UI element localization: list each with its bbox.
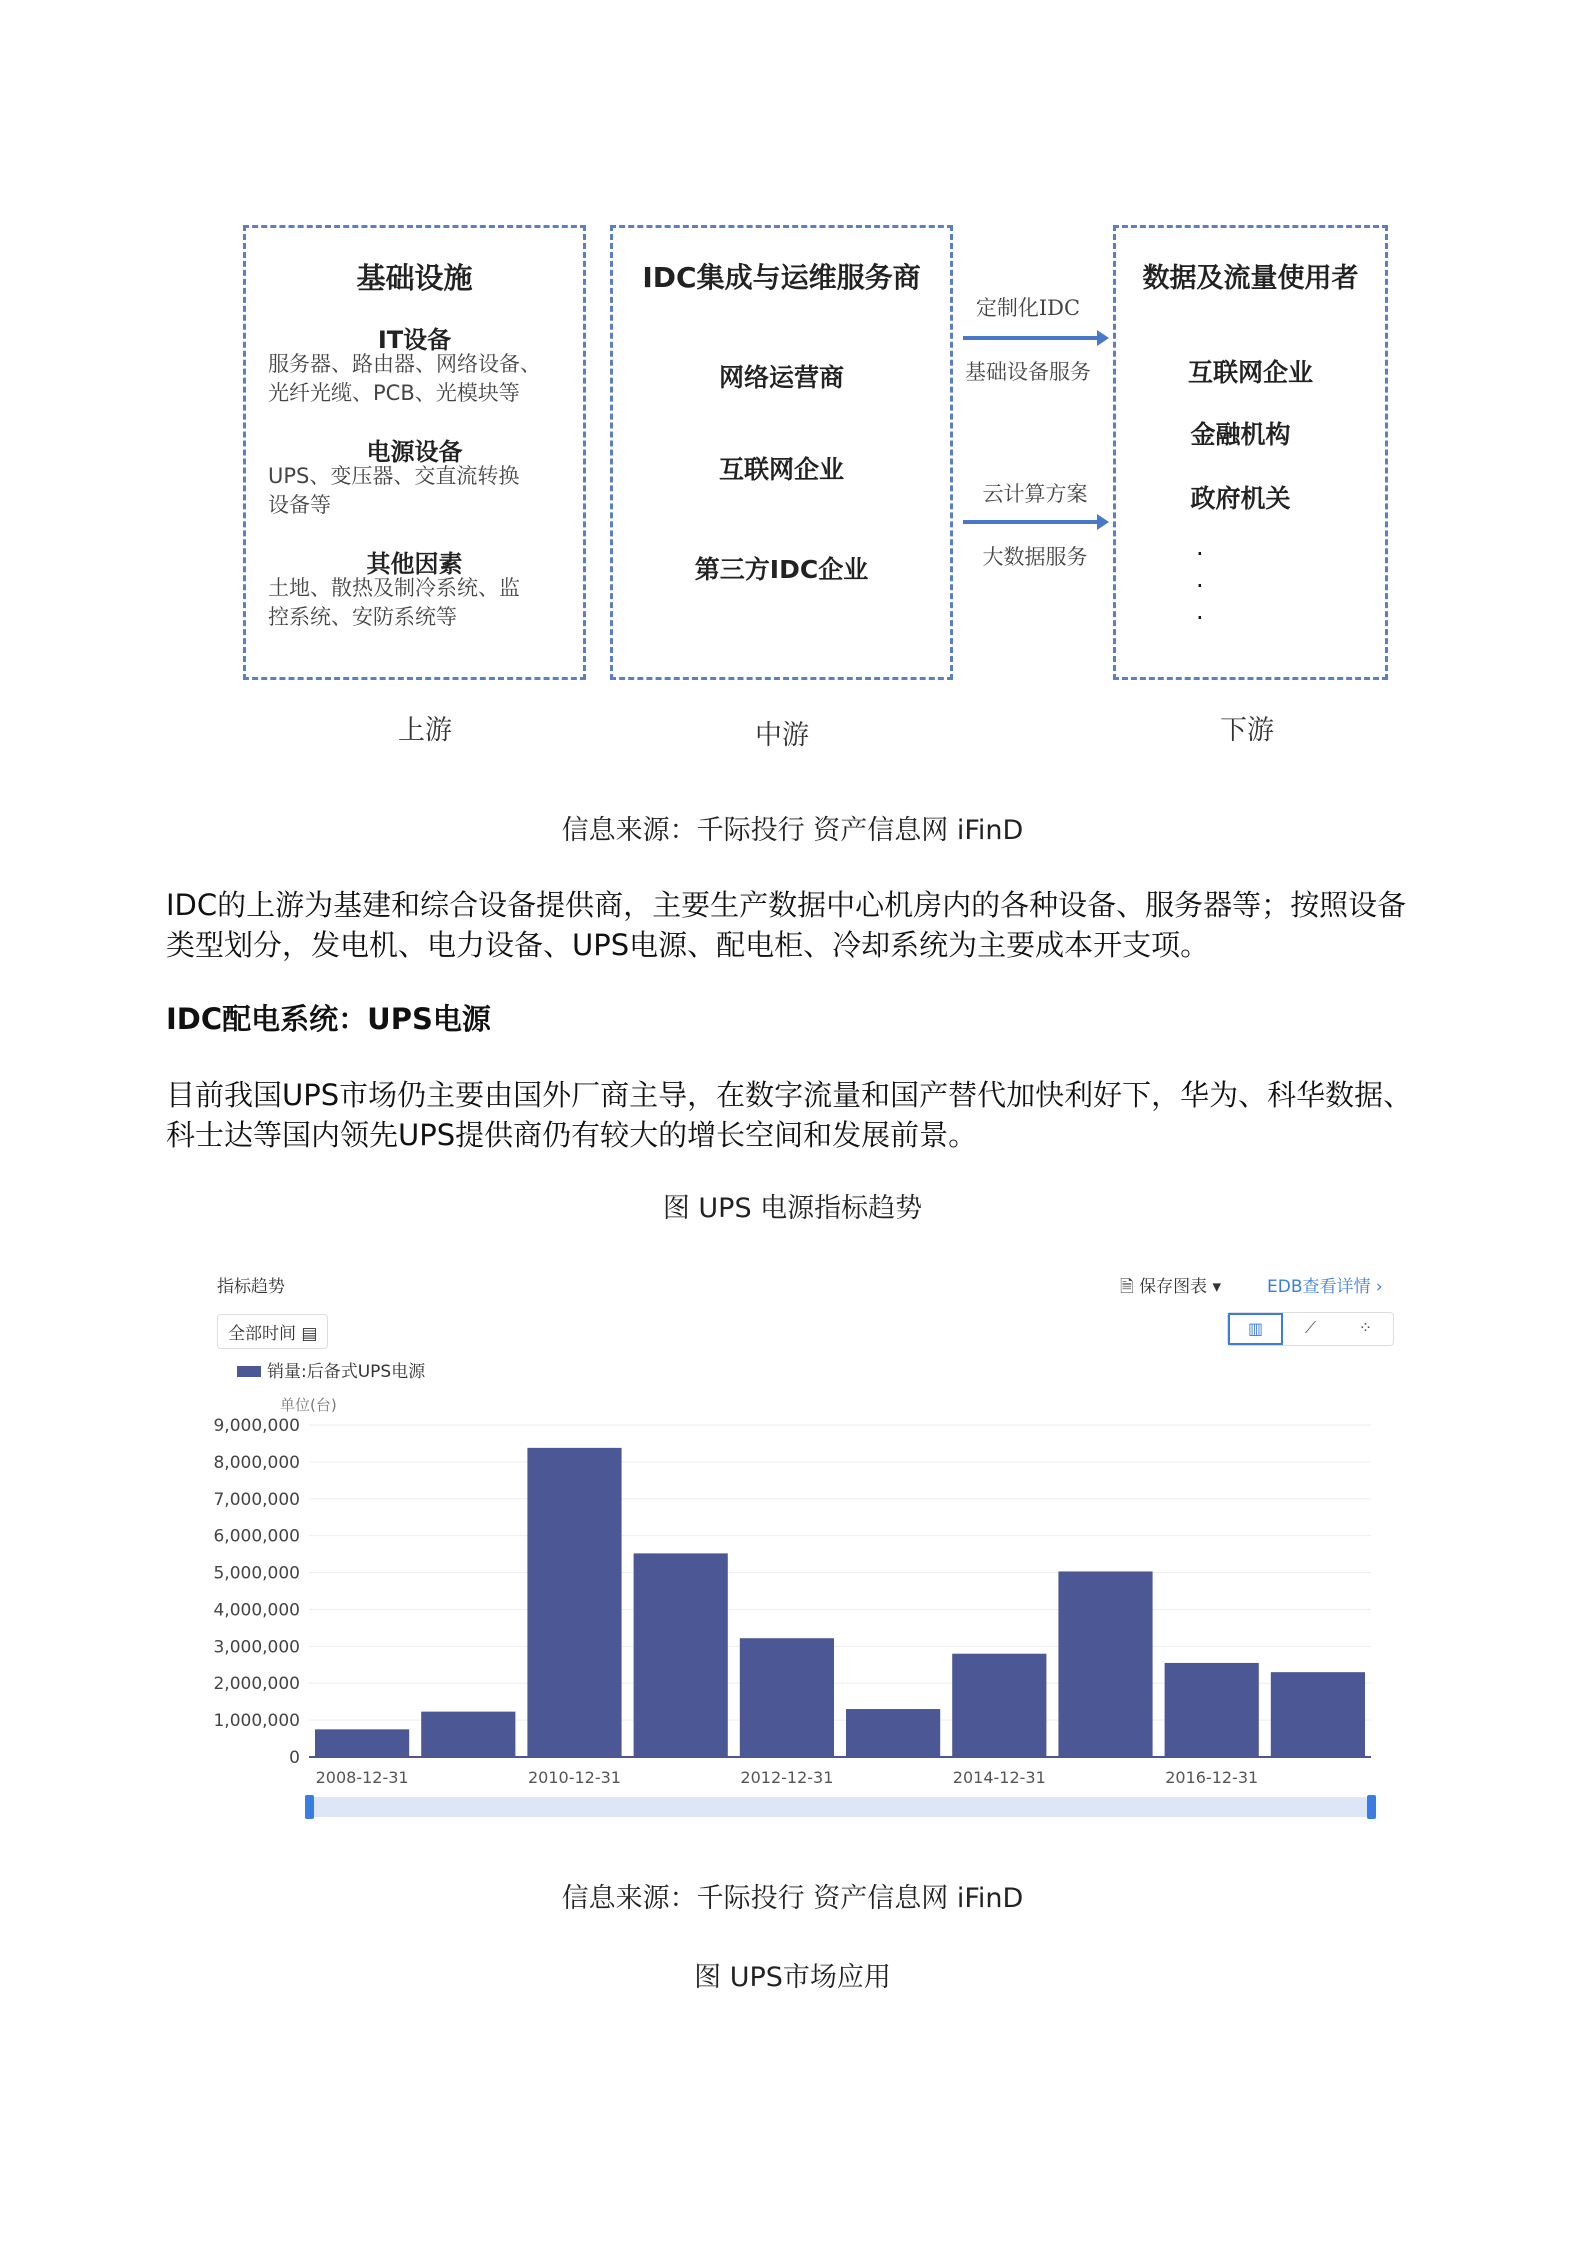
- midstream-box: [610, 225, 953, 680]
- group-desc: UPS、变压器、交直流转换 设备等: [268, 464, 520, 517]
- bar-chart: [205, 1262, 1405, 1822]
- bar[interactable]: [315, 1729, 409, 1757]
- x-tick-label: 2012-12-31: [740, 1768, 834, 1787]
- arrow-label: 基础设备服务: [965, 360, 1091, 384]
- upstream-title: 基础设施: [356, 261, 473, 295]
- bar[interactable]: [1165, 1663, 1259, 1757]
- group-title: 电源设备: [366, 438, 463, 466]
- arrow-right-icon: [963, 336, 1103, 340]
- midstream-item: 第三方IDC企业: [694, 555, 869, 584]
- source-caption: 信息来源：千际投行 资产信息网 iFinD: [561, 1883, 1024, 1914]
- paragraph: 目前我国UPS市场仍主要由国外厂商主导，在数字流量和国产替代加快利好下，华为、科华数据、科士达等国内领先UPS提供商仍有较大的增长空间和发展前景。: [166, 1078, 1413, 1152]
- edb-detail-link[interactable]: EDB查看详情 ›: [1267, 1277, 1383, 1297]
- line-chart-icon[interactable]: ⟋: [1304, 1318, 1317, 1337]
- scatter-chart-icon[interactable]: ⁘: [1358, 1318, 1373, 1337]
- y-tick-label: 2,000,000: [213, 1674, 300, 1695]
- downstream-label: 下游: [1220, 715, 1274, 746]
- midstream-label: 中游: [755, 720, 809, 751]
- y-tick-label: 4,000,000: [213, 1600, 300, 1621]
- slider-handle-left[interactable]: [305, 1795, 314, 1819]
- downstream-item: 政府机关: [1190, 484, 1291, 513]
- legend[interactable]: 销量:后备式UPS电源: [237, 1357, 425, 1382]
- bar[interactable]: [1058, 1571, 1152, 1757]
- section-heading: IDC配电系统：UPS电源: [166, 1002, 491, 1036]
- ellipsis-dots: · · ·: [1196, 540, 1204, 632]
- bar[interactable]: [952, 1654, 1046, 1757]
- x-tick-label: 2010-12-31: [528, 1768, 621, 1787]
- bar[interactable]: [1271, 1672, 1365, 1757]
- bar[interactable]: [421, 1712, 515, 1757]
- y-tick-label: 3,000,000: [213, 1637, 300, 1658]
- y-tick-label: 9,000,000: [213, 1416, 300, 1436]
- group-title: 其他因素: [366, 550, 463, 578]
- downstream-box: [1113, 225, 1388, 680]
- y-tick-label: 5,000,000: [213, 1563, 300, 1584]
- save-chart-button[interactable]: 🗎 保存图表 ▾: [1120, 1277, 1222, 1297]
- figure-caption: 图 UPS 电源指标趋势: [662, 1193, 923, 1224]
- slider-handle-right[interactable]: [1367, 1795, 1376, 1819]
- arrow-right-icon: [963, 520, 1103, 524]
- time-range-button[interactable]: 全部时间 ▤: [217, 1314, 328, 1349]
- upstream-label: 上游: [398, 715, 452, 746]
- y-axis-unit: 单位(台): [280, 1396, 337, 1414]
- upstream-box: [243, 225, 586, 680]
- arrow-label: 云计算方案: [982, 482, 1088, 506]
- y-tick-label: 7,000,000: [213, 1489, 300, 1510]
- downstream-item: 互联网企业: [1187, 358, 1313, 387]
- figure-caption: 图 UPS市场应用: [694, 1962, 891, 1993]
- bar[interactable]: [634, 1553, 728, 1757]
- midstream-item: 网络运营商: [718, 363, 844, 392]
- save-icon: 🗎: [1120, 1277, 1140, 1297]
- arrow-label: 大数据服务: [982, 545, 1088, 569]
- midstream-item: 互联网企业: [718, 455, 844, 484]
- group-desc: 服务器、路由器、网络设备、 光纤光缆、PCB、光模块等: [268, 352, 541, 405]
- downstream-item: 金融机构: [1190, 420, 1291, 449]
- y-tick-label: 1,000,000: [213, 1711, 300, 1732]
- chart-title: 指标趋势: [217, 1277, 285, 1297]
- range-slider[interactable]: [309, 1797, 1371, 1817]
- source-caption: 信息来源：千际投行 资产信息网 iFinD: [561, 815, 1024, 846]
- chart-widget: [205, 1262, 1405, 1822]
- midstream-title: IDC集成与运维服务商: [642, 261, 921, 294]
- y-tick-label: 8,000,000: [213, 1452, 300, 1473]
- bar-chart-icon[interactable]: ▥: [1228, 1313, 1283, 1345]
- paragraph: IDC的上游为基建和综合设备提供商，主要生产数据中心机房内的各种设备、服务器等；按照设备类型划分，发电机、电力设备、UPS电源、配电柜、冷却系统为主要成本开支项。: [166, 888, 1407, 962]
- group-desc: 土地、散热及制冷系统、监 控系统、安防系统等: [268, 576, 520, 629]
- x-tick-label: 2014-12-31: [952, 1768, 1046, 1787]
- group-title: IT设备: [377, 326, 452, 354]
- arrow-label: 定制化IDC: [975, 296, 1081, 320]
- y-tick-label: 6,000,000: [213, 1526, 300, 1547]
- bar[interactable]: [740, 1638, 834, 1757]
- x-tick-label: 2016-12-31: [1165, 1768, 1259, 1787]
- bar[interactable]: [846, 1709, 940, 1757]
- calendar-icon: ▤: [301, 1324, 318, 1344]
- downstream-title: 数据及流量使用者: [1142, 263, 1359, 294]
- x-tick-label: 2008-12-31: [315, 1768, 409, 1787]
- y-tick-label: 0: [289, 1748, 300, 1768]
- bar[interactable]: [527, 1448, 621, 1757]
